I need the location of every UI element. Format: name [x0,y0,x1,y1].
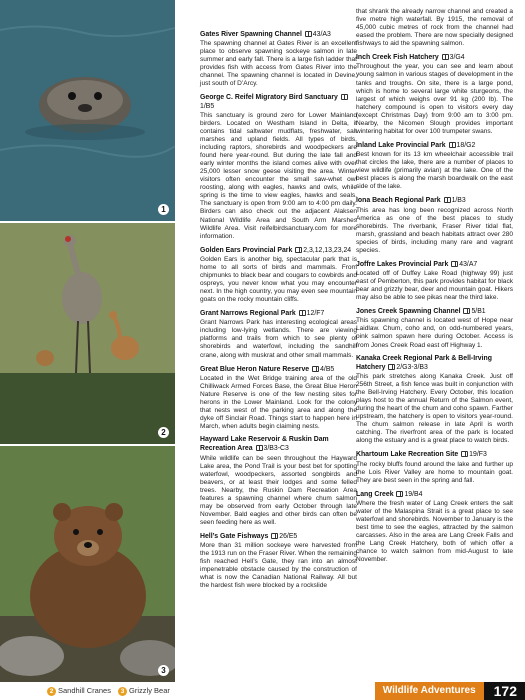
map-book-icon [295,247,302,253]
section-title: Wildlife Adventures [375,682,484,700]
map-reference: 26/E5 [279,532,298,540]
harbour-seal-illustration [0,0,175,221]
map-reference: 19/B4 [404,490,423,498]
text-column-right [356,8,513,569]
map-reference: 4/B5 [320,365,335,373]
photo-number-badge: 2 [158,427,169,438]
location-entry [200,532,357,590]
location-description: Located off of Duffey Lake Road (highway 99) just east of Pemberton, this park provides habitat for black bear and grizzly bear, deer and mountain goat. Hikers may also be able to see pikas near the third lake. [356,269,513,302]
location-heading [356,196,513,205]
location-title: Jones Creek Spawning Channel [356,308,461,316]
map-reference: 3/B3-C3 [263,445,289,453]
section-bar [375,682,525,700]
page-number: 172 [486,682,525,700]
location-description: Golden Ears is another big, spectacular park that is home to all sorts of birds and mammals. From chipmunks to black bear and cougars to cowbirds and ospreys, you never know what you may encounter next. In the high country, you may even see mountain goats on the rocky mountain cliffs. [200,255,357,304]
caption-number-badge: 3 [118,687,127,696]
map-reference: 12/F7 [306,310,325,318]
location-description: Located in the Wet Bridge training area of the old Chilliwack Armed Forces Base, the Great Blue Heron Nature Reserve is one of the few nesting sites for herons in the Lower Mainland. Look for the colony that nests west of the parking area and along the dyke off Sinclair Road. Things start to happen here in March, when adults begin claiming nests. [200,374,357,431]
location-description: Grant Narrows Park has interesting ecological areas including low-lying wetlands. There are viewing platforms and trails from which to see plenty of shorebirds and waterfowl, including the sandhill crane, along with muskrat and other small mammals. [200,319,357,359]
map-reference: 5/B1 [471,308,486,316]
location-entry [356,490,513,565]
location-title: Grant Narrows Regional Park [200,310,296,318]
location-heading [200,532,357,541]
grizzly-bear-illustration [0,446,175,682]
map-reference: 18/G2 [456,141,476,149]
location-entry [356,450,513,484]
map-book-icon [461,451,468,457]
page-footer [0,682,525,700]
map-book-icon [449,142,456,148]
photo-number-badge: 3 [158,665,169,676]
location-entry [200,365,357,432]
map-reference: 3/G4 [449,54,465,62]
location-entry [356,355,513,446]
photo-captions [47,686,175,696]
location-heading [200,436,357,453]
map-book-icon [312,366,319,372]
map-book-icon [444,197,451,203]
location-heading [356,355,513,372]
location-title: George C. Reifel Migratory Bird Sanctuary [200,94,338,102]
location-heading [356,307,513,316]
location-entry [356,53,513,136]
location-description: More than 31 million sockeye were harvested from the 1913 run on the Fraser River. When the remaining fish reached Hell’s Gate, they ran into an almost impenetrable obstacle caused by the construction of what is now the Canadian National Railway. All but the hardest fish were blocked by a rockslide [200,542,357,590]
location-entry [356,196,513,254]
location-description: This park stretches along Kanaka Creek. Just off 256th Street, a fish fence was built in conjunction with the Bell-Irving Hatchery. Every October, this location plays host to the annual Return of the Salmon event, during the heart of the chum and coho spawn. Farther upstream, the hatchery is open to visitors year-round. The chum salmon release in late April is worth catching. The riverfront area of the park is located along the estuary and is a great place to watch birds. [356,372,513,445]
map-book-icon [451,261,458,267]
location-entry [200,246,357,304]
location-description: This area has long been recognized across North America as one of the best places to study shorebirds. The riverbank, Fraser River tidal flat, marsh, grassland and beach habitats attract over 280 species of birds, including many rare and vagrant species. [356,206,513,254]
location-entry [356,8,513,48]
map-reference: 2,3,12,13,23,24 [303,246,352,254]
location-heading [200,30,357,39]
map-book-icon [299,310,306,316]
location-title: Lang Creek [356,490,394,498]
map-reference: 1/B3 [451,197,466,205]
map-book-icon [388,364,395,370]
caption-bear [118,686,170,695]
map-book-icon [463,308,470,314]
location-heading [356,53,513,62]
sandhill-cranes-photo [0,223,175,444]
map-book-icon [442,54,449,60]
location-heading [356,490,513,499]
location-heading [200,309,357,318]
harbour-seal-photo [0,0,175,221]
location-description: Where the fresh water of Lang Creek enters the salt water of the Malaspina Strait is a great place to see waterfowl and shorebirds. November to January is the best time to see the eagles, attracted by the salmon carcasses. Also in the area are Lang Creek Falls and the Lang Creek Hatchery, both of which offer a chance to watch salmon from mid-August to late November. [356,499,513,564]
map-reference: 43/A3 [312,31,331,38]
location-entry [200,93,357,240]
map-book-icon [256,445,263,451]
location-title: Inland Lake Provincial Park [356,141,446,149]
map-reference: 1/B5 [200,102,215,110]
map-reference: 43/A7 [459,260,478,268]
location-description: This sanctuary is ground zero for Lower Mainland birders. Located on Westham Island in Delta, it contains tidal saltwater mudflats, freshwater, salt marshes and upland fields. All types of birds, including raptors, shorebirds and woodpeckers are found here year-round. But during the late fall and early winter months the island comes alive with over 25,000 lesser snow geese visiting the area. Winter visitors often encounter the small saw-whet owl roosting, along with eagles, hawks and owls, while spring is the time to view eagles, hawks and seals. The sanctuary is open from 9:00 am to 4:00 pm daily. Birders can also check out the adjacent Alaksen National Wildlife Area and South Arm Marshes Wildlife Area. Visit reifelbirdsanctuary.com for more information. [200,111,357,240]
map-book-icon [305,31,312,37]
location-description: The rocky bluffs found around the lake and further up the Lois River Valley are home to mountain goat. They are best seen in the spring and fall. [356,460,513,484]
location-title: Joffre Lakes Provincial Park [356,260,449,268]
location-title: Hell’s Gate Fishways [200,532,269,540]
location-title: Gates River Spawning Channel [200,31,302,38]
caption-label: Grizzly Bear [129,686,170,695]
location-entry [200,30,357,88]
location-title: Great Blue Heron Nature Reserve [200,365,310,373]
location-heading [356,260,513,269]
location-description: The spawning channel at Gates River is an excellent place to observe spawning sockeye salmon in late summer and early fall. There is a large fish ladder that provides fish with access from Gates River into the channel. The spawning channel is located in Devine, just south of D’Arcy. [200,40,357,88]
map-book-icon [341,94,348,100]
caption-cranes [47,686,111,695]
grizzly-bear-photo [0,446,175,682]
location-title: Iona Beach Regional Park [356,197,441,205]
location-heading [200,246,357,255]
map-book-icon [396,491,403,497]
location-heading [200,93,357,110]
location-description: that shrank the already narrow channel and created a five metre high waterfall. By 1915, the removal of 45,000 cubic metres of rock from the channel had eased the problem. There are now specially designed fishways to aid the spawning salmon. [356,8,513,48]
map-reference: 2/G3-3/B3 [396,363,428,371]
sandhill-cranes-illustration [0,223,175,444]
location-description: While wildlife can be seen throughout the Hayward Lake area, the Pond Trail is your best bet for spotting waterfowl, woodpeckers, assorted songbirds and beavers, or at least their lodges and some felled trees. Nearby, the Ruskin Dam Recreation Area features a spawning channel where chum salmon may be observed from early October through late November. Bald eagles and other birds can often be seen feeding here as well. [200,454,357,526]
location-heading [356,450,513,459]
location-title: Khartoum Lake Recreation Site [356,451,459,459]
caption-label: Sandhill Cranes [58,686,111,695]
location-heading [356,141,513,150]
location-title: Inch Creek Fish Hatchery [356,54,439,62]
location-description: This spawning channel is located west of Hope near Laidlaw. Chum, coho and, on odd-numbered years, pink salmon spawn here during October. Access is from Jones Creek Road east off Highway 1. [356,317,513,349]
location-entry [356,260,513,302]
location-entry [200,436,357,527]
map-reference: 19/F3 [469,451,487,459]
caption-number-badge: 2 [47,687,56,696]
location-title: Golden Ears Provincial Park [200,246,293,254]
location-heading [200,365,357,374]
map-book-icon [271,533,278,539]
location-entry [356,307,513,349]
location-entry [356,141,513,191]
location-entry [200,309,357,359]
photo-strip [0,0,175,682]
text-column-left [200,30,357,595]
location-description: Best known for its 13 km wheelchair accessible trail that circles the lake, there are a number of places to view wildlife (primarily avian) at the lake. One of the best places is along the marsh boardwalk on the east side of the lake. [356,151,513,191]
location-description: Throughout the year, you can see and learn about young salmon in various stages of development in the tanks and troughs. On site, there is a large pond, which is home to several large white sturgeons, the largest of which weighs over 91 kg (200 lb). The hatchery compound is open to visitors every day (except Christmas Day) from 9:00 am to 3:00 pm. Nearby, the Nicomen Slough provides important wintering habitat for over 100 trumpeter swans. [356,63,513,135]
location-title: Hayward Lake Reservoir & Ruskin Dam Recreation Area [200,436,329,453]
photo-number-badge: 1 [158,204,169,215]
location-title: Kanaka Creek Regional Park & Bell-Irving Hatchery [356,354,492,371]
